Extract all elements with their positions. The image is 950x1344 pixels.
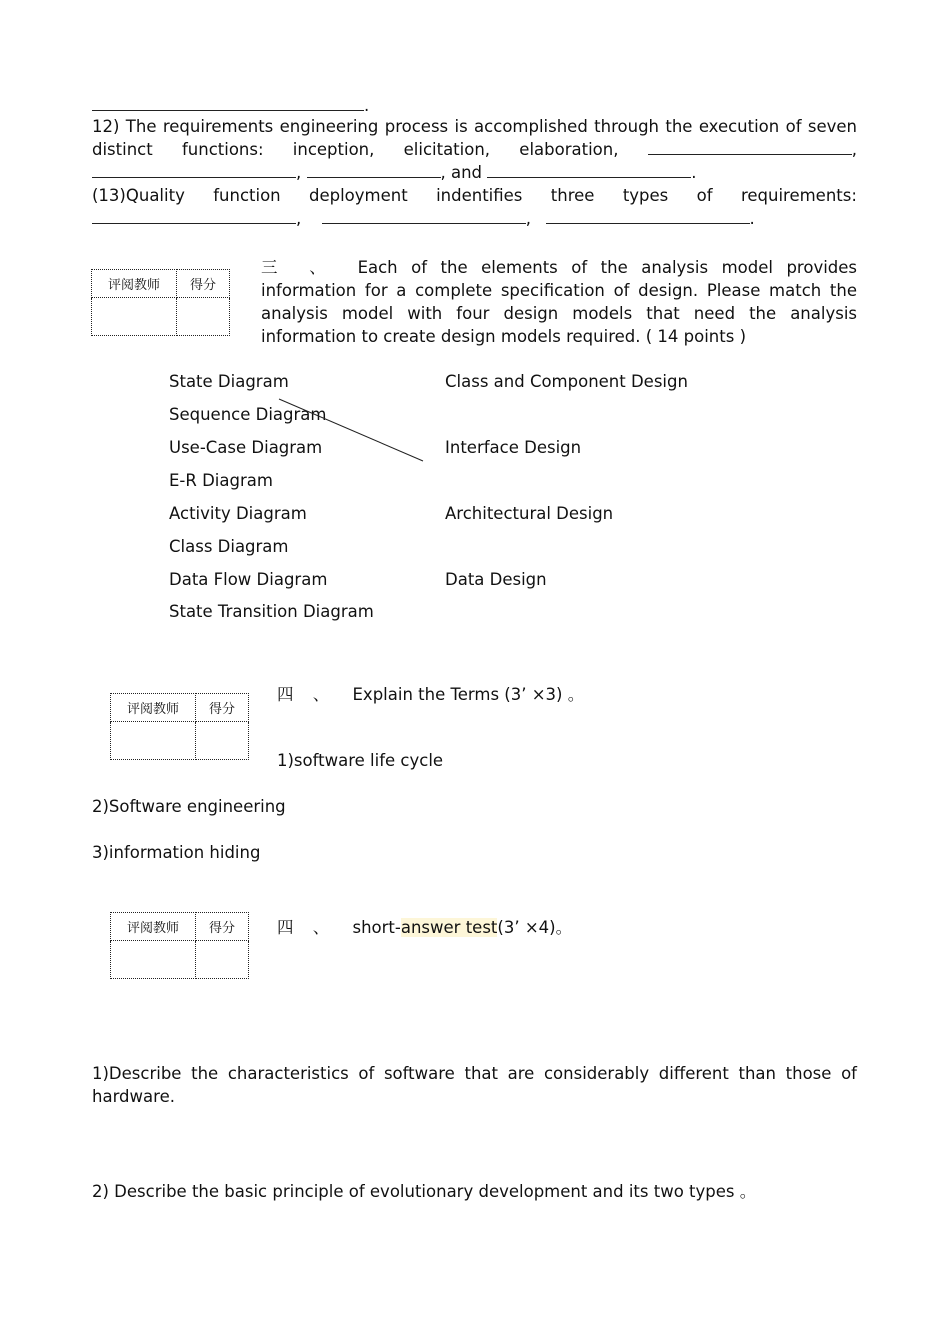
section4b-heading: [277, 914, 572, 938]
section-sep: 、: [312, 685, 330, 704]
teacher-label: 评阅教师: [111, 694, 196, 722]
section4b-title-pre: short-: [352, 918, 401, 937]
teacher-label: 评阅教师: [111, 913, 196, 941]
section4a-title: Explain the Terms (3’ ×3) 。: [352, 685, 585, 704]
analysis-model-item: E-R Diagram: [169, 471, 273, 490]
section4a-heading: [277, 681, 584, 705]
term-item: 3)information hiding: [92, 843, 261, 862]
design-model-item: Data Design: [445, 570, 547, 589]
analysis-model-item: Sequence Diagram: [169, 405, 327, 424]
teacher-field[interactable]: [111, 941, 196, 979]
analysis-model-item: State Diagram: [169, 372, 289, 391]
q13-word: types: [622, 186, 669, 205]
section-number: 三: [261, 258, 286, 277]
q12-word: elaboration,: [519, 140, 619, 159]
section-sep: 、: [309, 258, 335, 277]
analysis-model-item: Activity Diagram: [169, 504, 307, 523]
short-answer-item: 2) Describe the basic principle of evolutionary development and its two types 。: [92, 1182, 757, 1201]
term-item: 1)software life cycle: [277, 751, 444, 770]
q12-blank-1: ,: [648, 140, 857, 159]
q13-word: deployment: [309, 186, 408, 205]
section-number: 四: [277, 918, 294, 937]
analysis-model-item: Use-Case Diagram: [169, 438, 323, 457]
q13-word: (13)Quality: [92, 186, 185, 205]
q12-word: inception,: [292, 140, 375, 159]
q13-word: of: [696, 186, 713, 205]
score-box: [110, 912, 249, 979]
q12-word: functions:: [181, 140, 264, 159]
q12-word: elicitation,: [403, 140, 491, 159]
short-answer-item: 1)Describe the characteristics of software that are considerably different than those of hardware.: [92, 1064, 857, 1106]
analysis-model-item: Data Flow Diagram: [169, 570, 328, 589]
prev-answer-line: .: [92, 96, 857, 115]
analysis-model-item: State Transition Diagram: [169, 602, 374, 621]
q13-word: indentifies: [436, 186, 523, 205]
q12-word: distinct: [92, 140, 153, 159]
q13-word: function: [213, 186, 281, 205]
score-box: [110, 693, 249, 760]
teacher-field[interactable]: [111, 722, 196, 760]
section-sep: 、: [312, 918, 330, 937]
section4b-title-post: (3’ ×4)。: [497, 918, 573, 937]
q13-word: three: [550, 186, 595, 205]
analysis-model-item: Class Diagram: [169, 537, 289, 556]
term-item: 2)Software engineering: [92, 797, 286, 816]
design-model-item: Architectural Design: [445, 504, 614, 523]
section-number: 四: [277, 685, 294, 704]
section4b-title-highlight: answer test: [400, 918, 498, 937]
score-label: 得分: [196, 694, 249, 722]
q13-word: requirements:: [740, 186, 857, 205]
score-label: 得分: [196, 913, 249, 941]
section3-text: Each of the elements of the analysis model provides information for a complete specification of design. Please match the analysis model with four design models that need the analysis information to create design models required. ( 14 points ): [261, 258, 858, 346]
design-model-item: Interface Design: [445, 438, 582, 457]
teacher-label: 评阅教师: [92, 270, 177, 298]
design-model-item: Class and Component Design: [445, 372, 688, 391]
q12-text: 12) The requirements engineering process is accomplished through the execution of seven: [92, 117, 857, 136]
q13-line2: , , .: [92, 209, 857, 228]
score-field[interactable]: [196, 722, 249, 760]
score-label: 得分: [177, 270, 230, 298]
score-field[interactable]: [196, 941, 249, 979]
q12-line3: , , and .: [92, 163, 857, 182]
